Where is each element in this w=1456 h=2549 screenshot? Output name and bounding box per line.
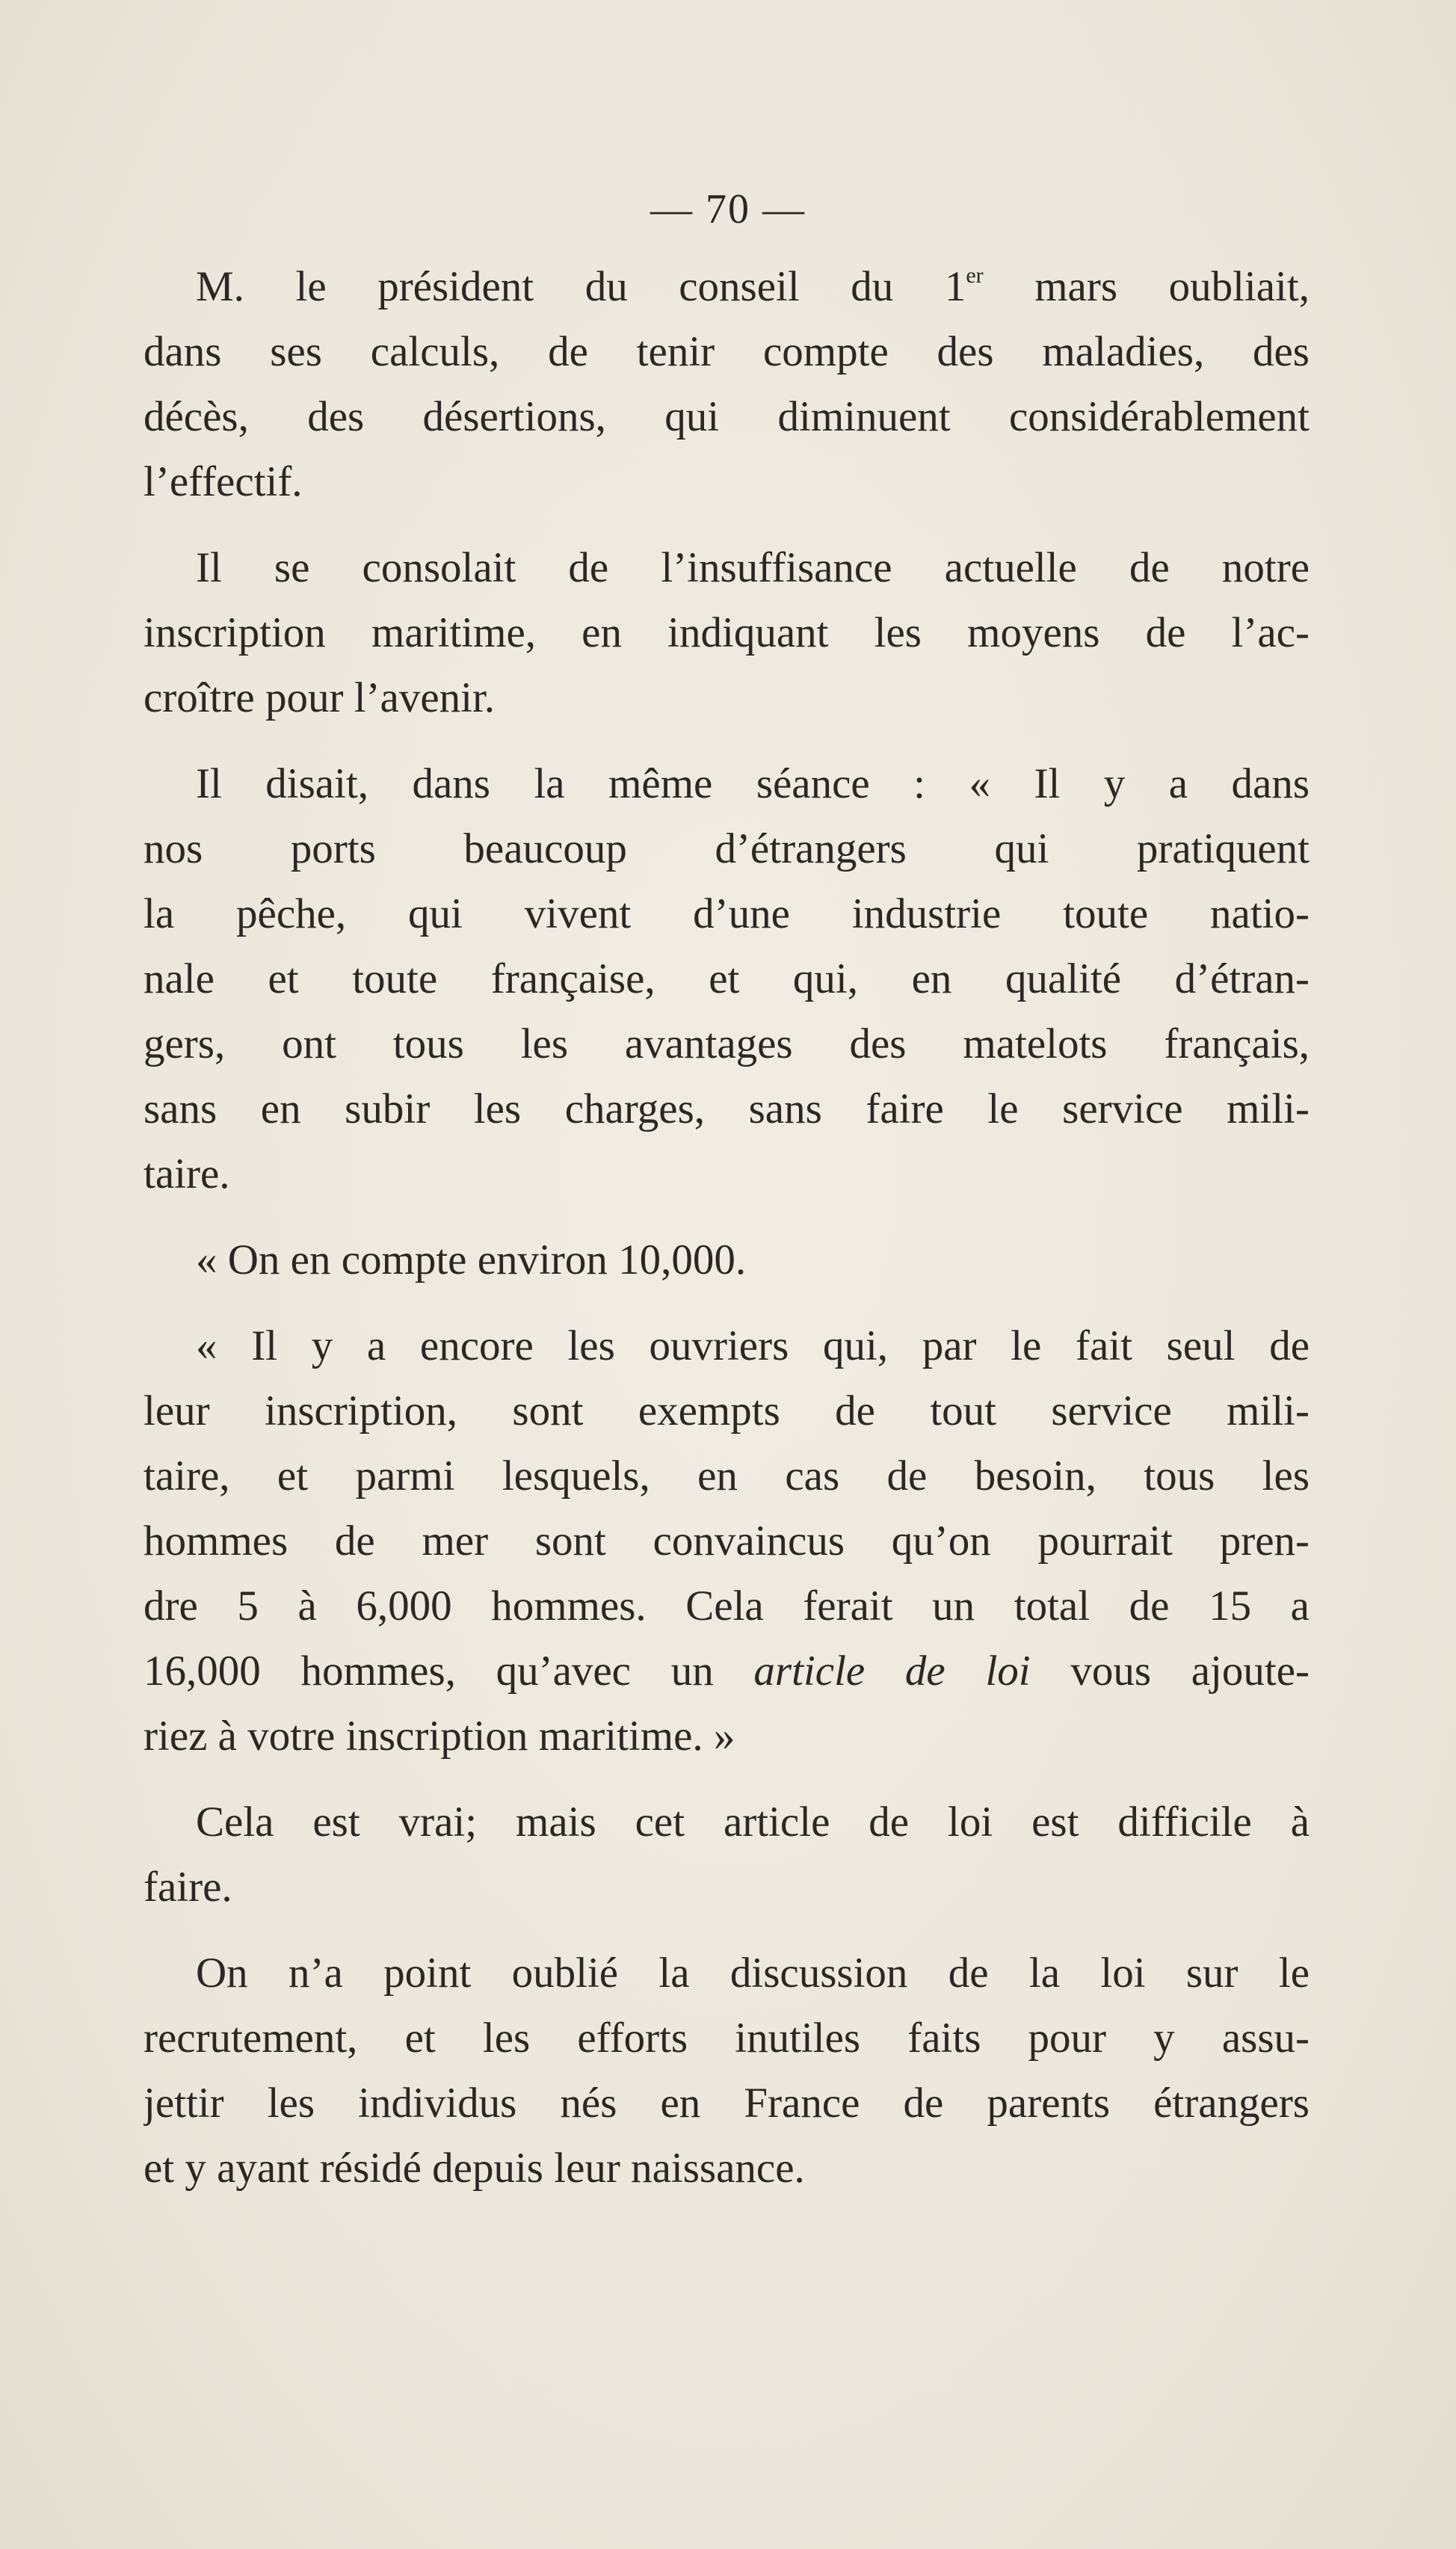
- text-line: dans ses calculs, de tenir compte des maladies, des: [144, 328, 1310, 375]
- text-line: décès, des désertions, qui diminuent considérablement: [144, 393, 1310, 440]
- ordinal-superscript: er: [966, 263, 984, 288]
- paragraph-2: [144, 535, 1310, 730]
- text-line: leur inscription, sont exempts de tout service mili-: [144, 1387, 1310, 1434]
- text-line: M. le président du conseil du 1er mars oubliait,: [196, 263, 1310, 310]
- text-line: Il se consolait de l’insuffisance actuelle de notre: [196, 544, 1310, 591]
- text-line: riez à votre inscription maritime. »: [144, 1713, 735, 1760]
- text-line: l’effectif.: [144, 458, 303, 505]
- paragraph-7: [144, 1941, 1310, 2201]
- text-line: nale et toute française, et qui, en qualité d’étran-: [144, 955, 1310, 1002]
- text-line: et y ayant résidé depuis leur naissance.: [144, 2145, 805, 2192]
- text-line: sans en subir les charges, sans faire le service mili-: [144, 1085, 1310, 1132]
- paragraph-5: [144, 1313, 1310, 1769]
- paragraph-6: [144, 1790, 1310, 1920]
- text-line: « On en compte environ 10,000.: [196, 1236, 747, 1283]
- text-line: croître pour l’avenir.: [144, 674, 496, 721]
- page-number: — 70 —: [650, 186, 806, 232]
- text-line: recrutement, et les efforts inutiles faits pour y assu-: [144, 2015, 1310, 2062]
- text-line: faire.: [144, 1864, 232, 1911]
- text-line: Cela est vrai; mais cet article de loi est difficile à: [196, 1799, 1310, 1846]
- text-line: la pêche, qui vivent d’une industrie toute natio-: [144, 890, 1310, 937]
- text-line: taire.: [144, 1150, 230, 1198]
- paragraph-3: [144, 751, 1310, 1206]
- text-line: « Il y a encore les ouvriers qui, par le fait seul de: [196, 1322, 1310, 1369]
- paragraph-4: [144, 1227, 1310, 1292]
- paragraph-1: [144, 254, 1310, 514]
- text-line: dre 5 à 6,000 hommes. Cela ferait un total de 15 a: [144, 1582, 1310, 1630]
- text-line: gers, ont tous les avantages des matelots français,: [144, 1020, 1310, 1067]
- body-text: [144, 254, 1310, 2222]
- text-line: 16,000 hommes, qu’avec un article de loi vous ajoute-: [144, 1648, 1310, 1695]
- text-line: nos ports beaucoup d’étrangers qui pratiquent: [144, 825, 1310, 872]
- italic-phrase: article de loi: [753, 1648, 1031, 1695]
- text-line: inscription maritime, en indiquant les moyens de l’ac-: [144, 609, 1310, 656]
- text-line: hommes de mer sont convaincus qu’on pourrait pren-: [144, 1517, 1310, 1565]
- text-line: On n’a point oublié la discussion de la loi sur le: [196, 1949, 1310, 1997]
- text-line: Il disait, dans la même séance : « Il y a dans: [196, 760, 1310, 807]
- text-line: jettir les individus nés en France de parents étrangers: [144, 2080, 1310, 2127]
- text-line: taire, et parmi lesquels, en cas de besoin, tous les: [144, 1452, 1310, 1499]
